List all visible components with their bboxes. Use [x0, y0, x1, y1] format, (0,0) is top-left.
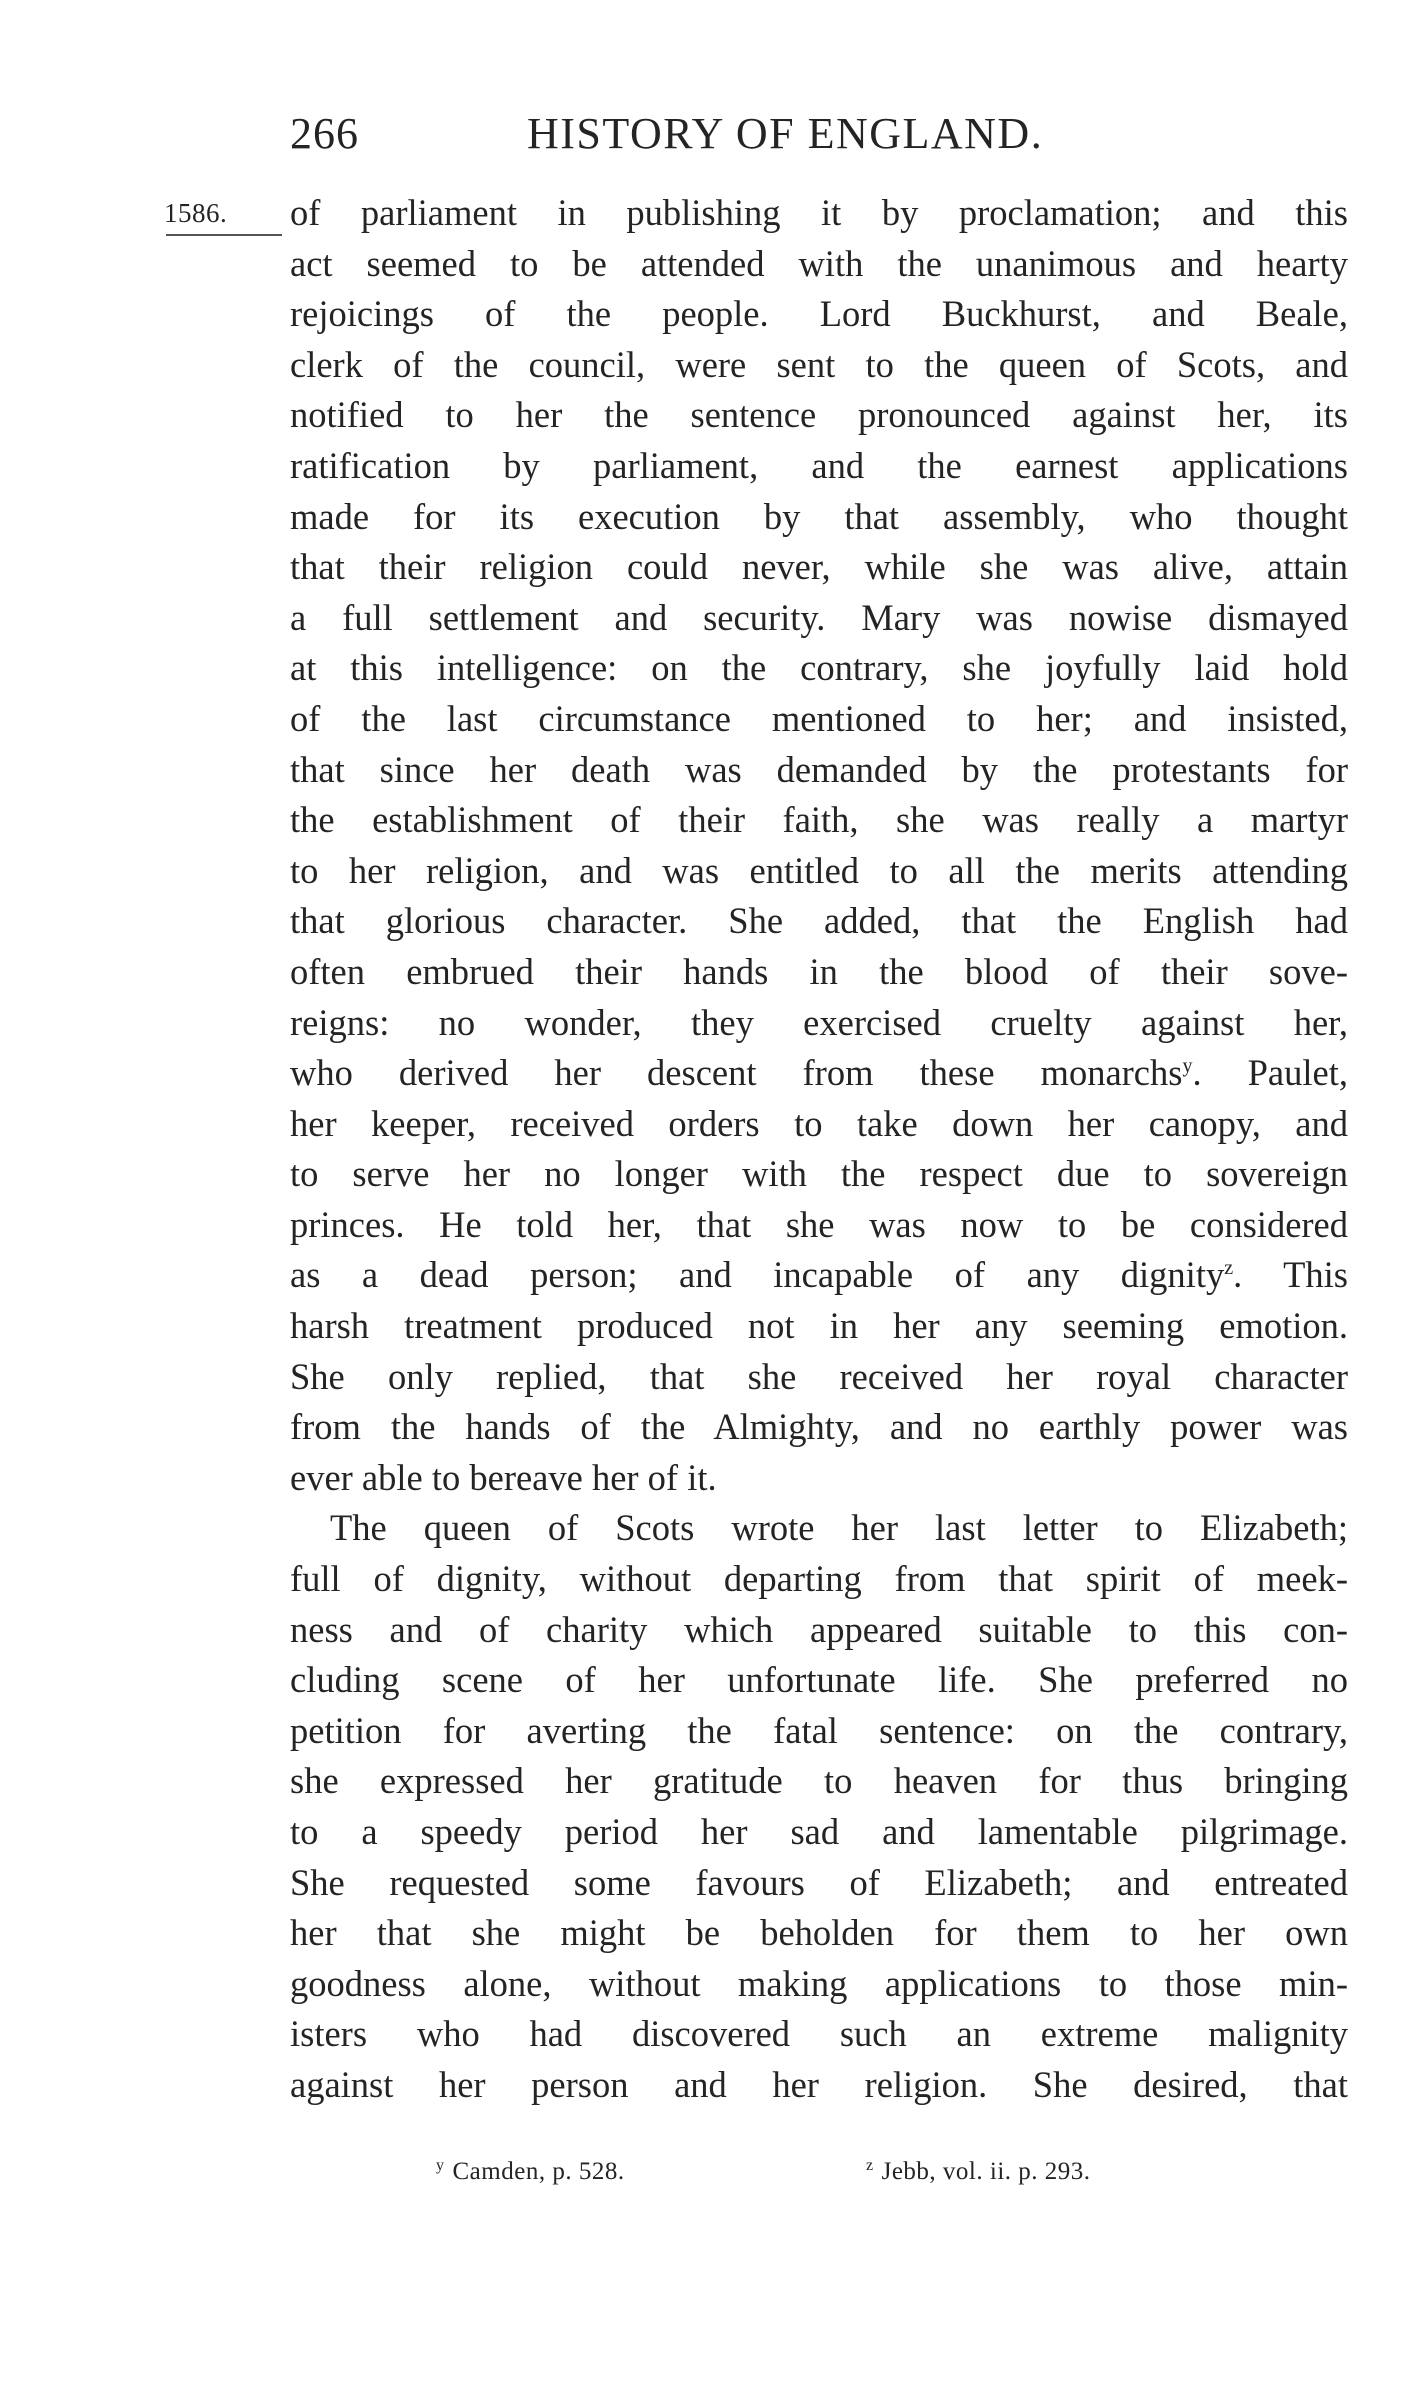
text-line: her keeper, received orders to take down her canopy, and	[290, 1102, 1348, 1144]
page-header	[290, 108, 1110, 168]
text-line: act seemed to be attended with the unanimous and hearty	[290, 242, 1348, 284]
text-line: against her person and her religion. She desired, that	[290, 2063, 1348, 2105]
text-line	[290, 1250, 1348, 1301]
text-line: to serve her no longer with the respect due to sovereign	[290, 1153, 1348, 1195]
text-line: clerk of the council, were sent to the queen of Scots, and	[290, 343, 1348, 385]
footnote-ref-y[interactable]: y	[1182, 1054, 1193, 1077]
footnote-z	[866, 2158, 1091, 2186]
margin-year-note: 1586.	[164, 198, 228, 228]
text-line: ratification by parliament, and the earnest applications	[290, 444, 1348, 486]
running-title: HISTORY OF ENGLAND.	[527, 109, 1044, 158]
text-line: goodness alone, without making applications to those min-	[290, 1962, 1348, 2004]
text-line: of the last circumstance mentioned to her; and insisted,	[290, 697, 1348, 739]
text-line: ever able to bereave her of it.	[290, 1456, 717, 1498]
text-line: her that she might be beholden for them to her own	[290, 1912, 1348, 1954]
footnote-mark-z: z	[866, 2156, 874, 2174]
text-line: cluding scene of her unfortunate life. She preferred no	[290, 1659, 1348, 1701]
text-line: the establishment of their faith, she was really a martyr	[290, 799, 1348, 841]
text-line: full of dignity, without departing from that spirit of meek-	[290, 1558, 1348, 1600]
footnote-text-z: Jebb, vol. ii. p. 293.	[881, 2158, 1091, 2185]
text-line: to a speedy period her sad and lamentable pilgrimage.	[290, 1811, 1348, 1852]
text-line: often embrued their hands in the blood of their sove-	[290, 950, 1348, 992]
text-line: to her religion, and was entitled to all the merits attending	[290, 849, 1348, 891]
text-line: from the hands of the Almighty, and no earthly power was	[290, 1406, 1348, 1448]
footnote-text-y: Camden, p. 528.	[452, 2158, 625, 2185]
text-fragment: . This	[1233, 1254, 1348, 1296]
text-line: that glorious character. She added, that the English had	[290, 900, 1348, 942]
text-line: isters who had discovered such an extreme malignity	[290, 2013, 1348, 2055]
footnote-ref-z[interactable]: z	[1224, 1257, 1234, 1280]
text-line: She requested some favours of Elizabeth; and entreated	[290, 1861, 1348, 1903]
footnotes	[436, 2158, 1256, 2198]
text-line: at this intelligence: on the contrary, she joyfully laid hold	[290, 647, 1348, 689]
footnote-mark-y: y	[436, 2156, 445, 2174]
text-line: reigns: no wonder, they exercised cruelty against her,	[290, 1001, 1348, 1043]
text-fragment: as a dead person; and incapable of any dignity	[290, 1254, 1225, 1296]
footnote-y	[436, 2158, 625, 2186]
text-fragment: who derived her descent from these monarchs	[290, 1052, 1183, 1094]
text-line: petition for averting the fatal sentence: on the contrary,	[290, 1709, 1348, 1751]
text-line: of parliament in publishing it by proclamation; and this	[290, 192, 1348, 233]
text-line: ness and of charity which appeared suitable to this con-	[290, 1608, 1348, 1650]
text-line: that their religion could never, while she was alive, attain	[290, 546, 1348, 588]
text-line: The queen of Scots wrote her last letter to Elizabeth;	[330, 1507, 1348, 1549]
text-line: She only replied, that she received her royal character	[290, 1355, 1348, 1397]
text-line: harsh treatment produced not in her any seeming emotion.	[290, 1305, 1348, 1347]
body-text	[290, 188, 1348, 2111]
margin-rule	[166, 234, 282, 236]
text-line	[290, 1048, 1348, 1099]
text-line: princes. He told her, that she was now to be considered	[290, 1203, 1348, 1245]
text-line: made for its execution by that assembly, who thought	[290, 495, 1348, 537]
text-line: she expressed her gratitude to heaven for thus bringing	[290, 1760, 1348, 1802]
text-fragment: . Paulet,	[1192, 1052, 1348, 1094]
text-line: a full settlement and security. Mary was nowise dismayed	[290, 596, 1348, 638]
text-line: that since her death was demanded by the protestants for	[290, 748, 1348, 790]
text-line: notified to her the sentence pronounced against her, its	[290, 394, 1348, 436]
text-line: rejoicings of the people. Lord Buckhurst, and Beale,	[290, 293, 1348, 335]
page-number: 266	[290, 109, 359, 158]
